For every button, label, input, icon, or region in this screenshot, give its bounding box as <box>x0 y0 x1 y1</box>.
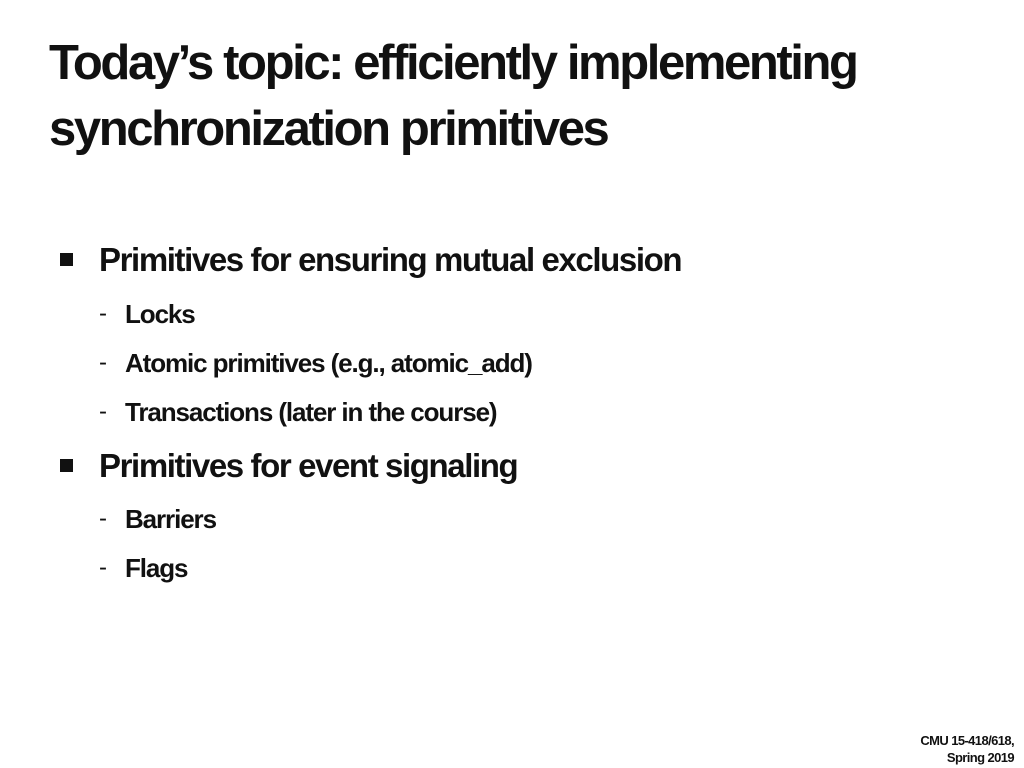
footer-term: Spring 2019 <box>946 750 1014 765</box>
square-bullet-icon <box>60 253 73 266</box>
dash-bullet-icon: - <box>99 349 107 376</box>
dash-bullet-icon: - <box>99 300 107 327</box>
sub-bullet-text: Barriers <box>125 504 216 534</box>
sub-bullet-text: Transactions (later in the course) <box>125 397 497 427</box>
sub-bullet-text: Locks <box>125 299 195 329</box>
dash-bullet-icon: - <box>99 505 107 532</box>
slide-title-line-1: Today’s topic: efficiently implementing <box>49 36 857 90</box>
bullet-text: Primitives for event signaling <box>99 447 518 484</box>
dash-bullet-icon: - <box>99 398 107 425</box>
square-bullet-icon <box>60 459 73 472</box>
sub-bullet-text: Atomic primitives (e.g., atomic_add) <box>125 348 532 378</box>
bullet-text: Primitives for ensuring mutual exclusion <box>99 241 682 278</box>
slide-title-line-2: synchronization primitives <box>49 102 608 156</box>
sub-bullet-text: Flags <box>125 553 188 583</box>
dash-bullet-icon: - <box>99 554 107 581</box>
footer-course-number: CMU 15-418/618, <box>920 733 1014 748</box>
course-footer <box>920 732 1014 766</box>
